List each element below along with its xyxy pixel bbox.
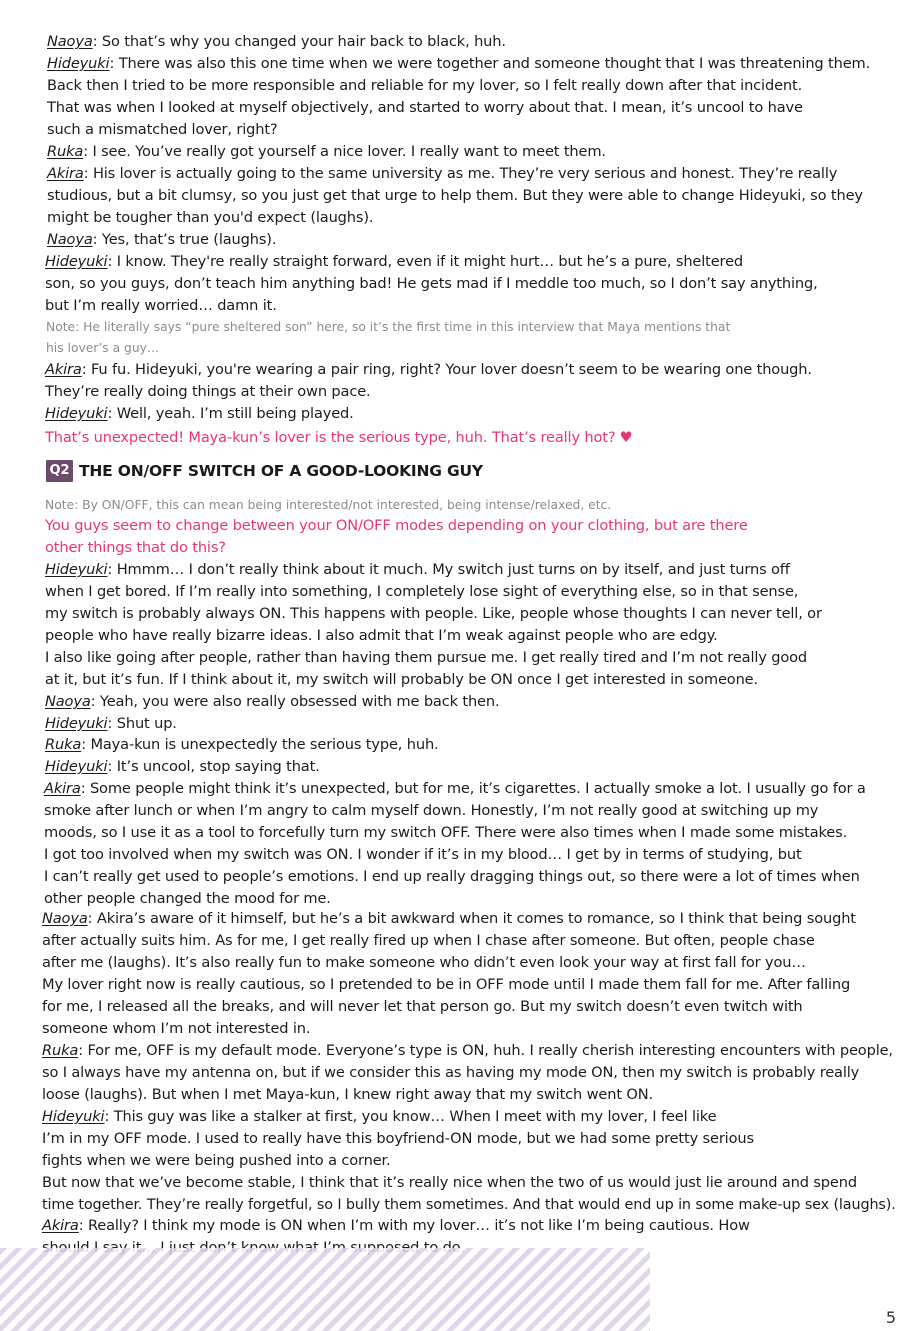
speaker-name: Akira <box>45 361 82 378</box>
translator-note <box>45 495 611 515</box>
speaker-name: Naoya <box>47 231 93 248</box>
dialogue-line <box>45 252 743 272</box>
dialogue-line <box>42 997 803 1017</box>
dialogue-line <box>42 931 815 951</box>
speaker-name: Naoya <box>45 693 91 710</box>
dialogue-line <box>45 560 790 580</box>
dialogue-line <box>45 274 818 294</box>
line-text: for me, I released all the breaks, and will never let that person go. But my switch doesn’t even twitch with <box>42 998 803 1015</box>
translator-note <box>46 338 159 358</box>
interviewer-line <box>45 538 226 558</box>
dialogue-line <box>42 975 850 995</box>
line-text: : Akira’s aware of it himself, but he’s a bit awkward when it comes to romance, so I think that being sought <box>87 910 856 927</box>
dialogue-line <box>42 1019 310 1039</box>
dialogue-line <box>45 296 277 316</box>
dialogue-line <box>47 142 606 162</box>
line-text: : It’s uncool, stop saying that. <box>107 758 320 775</box>
dialogue-line <box>45 626 718 646</box>
line-text: after me (laughs). It’s also really fun to make someone who didn’t even look your way at first fall for you… <box>42 954 806 971</box>
dialogue-line <box>47 186 863 206</box>
speaker-name: Naoya <box>47 33 93 50</box>
dialogue-line <box>47 54 870 74</box>
dialogue-line <box>44 867 860 887</box>
dialogue-line <box>45 360 812 380</box>
dialogue-line <box>45 670 758 690</box>
line-text: smoke after lunch or when I’m angry to calm myself down. Honestly, I’m not really good at switching up my <box>44 802 819 819</box>
line-text: when I get bored. If I’m really into something, I completely lose sight of everything else, so in that sense, <box>45 583 799 600</box>
dialogue-line <box>44 845 802 865</box>
dialogue-line <box>45 735 439 755</box>
dialogue-line <box>42 1107 716 1127</box>
line-text: such a mismatched lover, right? <box>47 121 278 138</box>
dialogue-line <box>42 1041 893 1061</box>
dialogue-line <box>45 382 371 402</box>
dialogue-line <box>44 801 818 821</box>
line-text: I can’t really get used to people’s emotions. I end up really dragging things out, so there were a lot of times when <box>44 868 860 885</box>
line-text: My lover right now is really cautious, so I pretended to be in OFF mode until I made them fall for me. After falling <box>42 976 851 993</box>
speaker-name: Ruka <box>45 736 82 753</box>
line-text: might be tougher than you'd expect (laughs). <box>47 209 374 226</box>
line-text: after actually suits him. As for me, I get really fired up when I chase after someone. But often, people chase <box>42 932 815 949</box>
speaker-name: Ruka <box>47 143 84 160</box>
dialogue-line <box>47 230 276 250</box>
line-text: people who have really bizarre ideas. I also admit that I’m weak against people who are edgy. <box>45 627 718 644</box>
page-number: 5 <box>885 1308 896 1327</box>
speaker-name: Akira <box>44 780 81 797</box>
line-text: : His lover is actually going to the same university as me. They’re very serious and honest. They’re really <box>83 165 838 182</box>
line-text: I’m in my OFF mode. I used to really have this boyfriend-ON mode, but we had some pretty serious <box>42 1130 754 1147</box>
line-text: I got too involved when my switch was ON. I wonder if it’s in my blood… I get by in terms of studying, but <box>44 846 802 863</box>
heart-icon: ♥ <box>619 429 633 446</box>
line-text: That was when I looked at myself objectively, and started to worry about that. I mean, it’s uncool to have <box>47 99 803 116</box>
line-text: : I know. They're really straight forward, even if it might hurt… but he’s a pure, sheltered <box>107 253 744 270</box>
dialogue-line <box>44 889 331 909</box>
line-text: but I’m really worried… damn it. <box>45 297 277 314</box>
speaker-name: Hideyuki <box>45 561 108 578</box>
q2-title: THE ON/OFF SWITCH OF A GOOD-LOOKING GUY <box>79 462 483 480</box>
dialogue-line <box>42 1173 857 1193</box>
dialogue-line <box>45 604 822 624</box>
translator-note <box>46 317 730 337</box>
speaker-name: Hideyuki <box>42 1108 105 1125</box>
line-text: : Maya-kun is unexpectedly the serious type, huh. <box>81 736 439 753</box>
dialogue-line <box>44 823 847 843</box>
line-text: Note: By ON/OFF, this can mean being interested/not interested, being intense/relaxed, etc. <box>45 498 612 512</box>
speaker-name: Hideyuki <box>45 405 108 422</box>
line-text: : Well, yeah. I’m still being played. <box>107 405 354 422</box>
interviewer-line <box>45 516 748 536</box>
line-text: : This guy was like a stalker at first, you know… When I meet with my lover, I feel like <box>104 1108 717 1125</box>
line-text: : I see. You’ve really got yourself a nice lover. I really want to meet them. <box>83 143 606 160</box>
dialogue-line <box>44 779 866 799</box>
dialogue-line <box>45 582 798 602</box>
line-text: I also like going after people, rather than having them pursue me. I get really tired and I’m not really good <box>45 649 808 666</box>
line-text: : For me, OFF is my default mode. Everyone’s type is ON, huh. I really cherish interesting encounters with people, <box>78 1042 893 1059</box>
dialogue-line <box>47 164 837 184</box>
line-text: They’re really doing things at their own pace. <box>45 383 371 400</box>
speaker-name: Hideyuki <box>45 758 108 775</box>
line-text: loose (laughs). But when I met Maya-kun, I knew right away that my switch went ON. <box>42 1086 653 1103</box>
line-text: : Yeah, you were also really obsessed with me back then. <box>90 693 500 710</box>
dialogue-line <box>42 1063 859 1083</box>
dialogue-line <box>45 757 320 777</box>
line-text: That’s unexpected! Maya-kun’s lover is the serious type, huh. That’s really hot? <box>45 429 616 446</box>
line-text: : There was also this one time when we were together and someone thought that I was threatening them. <box>109 55 871 72</box>
line-text: moods, so I use it as a tool to forcefully turn my switch OFF. There were also times when I made some mistakes. <box>44 824 848 841</box>
line-text: : Hmmm… I don’t really think about it much. My switch just turns on by itself, and just turns off <box>107 561 790 578</box>
speaker-name: Hideyuki <box>47 55 110 72</box>
dialogue-line <box>45 404 354 424</box>
line-text: fights when we were being pushed into a corner. <box>42 1152 391 1169</box>
dialogue-line <box>47 98 803 118</box>
dialogue-line <box>47 120 278 140</box>
line-text: : Really? I think my mode is ON when I’m with my lover… it’s not like I’m being cautious. How <box>78 1217 750 1234</box>
line-text: other people changed the mood for me. <box>44 890 331 907</box>
line-text: : Shut up. <box>107 715 177 732</box>
line-text: other things that do this? <box>45 539 226 556</box>
dialogue-line <box>42 1085 653 1105</box>
line-text: at it, but it’s fun. If I think about it, my switch will probably be ON once I get interested in someone. <box>45 671 758 688</box>
line-text: so I always have my antenna on, but if we consider this as having my mode ON, then my switch is probably really <box>42 1064 860 1081</box>
dialogue-line <box>47 208 373 228</box>
dialogue-line <box>45 648 807 668</box>
line-text: Back then I tried to be more responsible and reliable for my lover, so I felt really down after that incident. <box>47 77 803 94</box>
interviewer-line <box>45 428 632 448</box>
line-text: : Yes, that’s true (laughs). <box>92 231 277 248</box>
speaker-name: Akira <box>47 165 84 182</box>
line-text: : Fu fu. Hideyuki, you're wearing a pair ring, right? Your lover doesn’t seem to be wearing one though. <box>81 361 812 378</box>
line-text: studious, but a bit clumsy, so you just get that urge to help them. But they were able to change Hideyuki, so they <box>47 187 863 204</box>
dialogue-line <box>42 909 856 929</box>
line-text: his lover’s a guy… <box>46 341 160 355</box>
line-text: time together. They’re really forgetful, so I bully them sometimes. And that would end up in some make-up sex (laughs). <box>42 1196 896 1213</box>
line-text: my switch is probably always ON. This happens with people. Like, people whose thoughts I can never tell, or <box>45 605 822 622</box>
speaker-name: Naoya <box>42 910 88 927</box>
dialogue-line <box>42 1129 754 1149</box>
dialogue-line <box>42 1216 750 1236</box>
line-text: : Some people might think it’s unexpected, but for me, it’s cigarettes. I actually smoke a lot. I usually go for a <box>80 780 866 797</box>
speaker-name: Hideyuki <box>45 253 108 270</box>
speaker-name: Akira <box>42 1217 79 1234</box>
line-text: Note: He literally says “pure sheltered son” here, so it’s the first time in this interview that Maya mentions that <box>46 320 731 334</box>
dialogue-line <box>45 714 177 734</box>
dialogue-line <box>42 1195 896 1215</box>
line-text: someone whom I’m not interested in. <box>42 1020 311 1037</box>
speaker-name: Ruka <box>42 1042 79 1059</box>
line-text: But now that we’ve become stable, I think that it’s really nice when the two of us would just lie around and spend <box>42 1174 857 1191</box>
line-text: son, so you guys, don’t teach him anything bad! He gets mad if I meddle too much, so I don’t say anything, <box>45 275 818 292</box>
line-text: You guys seem to change between your ON/OFF modes depending on your clothing, but are there <box>45 517 748 534</box>
speaker-name: Hideyuki <box>45 715 108 732</box>
decorative-stripes <box>0 1248 650 1331</box>
dialogue-line <box>47 76 802 96</box>
dialogue-line <box>47 32 506 52</box>
dialogue-line <box>42 953 806 973</box>
dialogue-line <box>45 692 499 712</box>
section-header-q2 <box>46 460 483 484</box>
line-text: : So that’s why you changed your hair back to black, huh. <box>92 33 506 50</box>
dialogue-line <box>42 1151 391 1171</box>
q2-badge: Q2 <box>46 460 73 482</box>
